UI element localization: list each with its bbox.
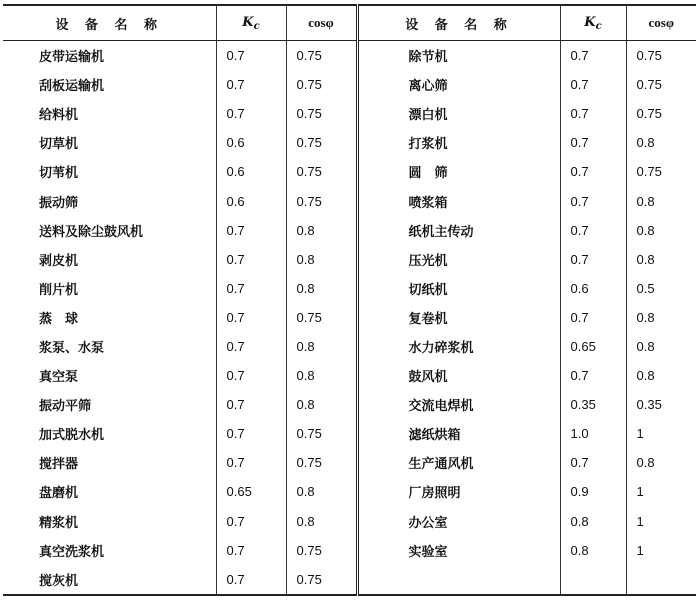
header-name-right: 设 备 名 称: [357, 5, 560, 41]
equipment-name-left: 盘磨机: [3, 477, 216, 506]
kc-value-left: 0.7: [216, 274, 286, 303]
kc-value-right: 0.7: [560, 41, 626, 71]
header-kc-left: [216, 5, 286, 41]
kc-value-right: 0.8: [560, 536, 626, 565]
equipment-name-right: 实验室: [357, 536, 560, 565]
table-row: [3, 419, 696, 448]
cos-value-left: 0.8: [286, 216, 357, 245]
equipment-name-left: 蒸 球: [3, 303, 216, 332]
kc-value-left: 0.7: [216, 70, 286, 99]
kc-value-left: 0.7: [216, 361, 286, 390]
kc-symbol: K: [242, 14, 254, 30]
header-kc-right: [560, 5, 626, 41]
equipment-name-right: 打浆机: [357, 128, 560, 157]
kc-value-right: 0.9: [560, 477, 626, 506]
kc-symbol: K: [584, 14, 596, 30]
cos-value-right: 0.8: [636, 368, 655, 384]
kc-value-left: 0.7: [216, 216, 286, 245]
cos-value-right: 0.8: [636, 338, 655, 354]
equipment-name-left: 加式脱水机: [3, 419, 216, 448]
demand-coefficient-table: [3, 4, 696, 596]
kc-value-right: 0.6: [560, 274, 626, 303]
header-cos-left: cosφ: [286, 5, 357, 41]
kc-value-left: 0.65: [216, 477, 286, 506]
cos-value-right: 1: [636, 426, 644, 442]
kc-value-left: 0.7: [216, 41, 286, 71]
cos-value-left: 0.75: [286, 70, 357, 99]
table-row: [3, 157, 696, 186]
cos-value-right: 1: [636, 484, 644, 500]
equipment-name-right: 漂白机: [357, 99, 560, 128]
equipment-name-right: 复卷机: [357, 303, 560, 332]
cos-value-left: 0.75: [286, 448, 357, 477]
equipment-name-left: 精浆机: [3, 507, 216, 536]
cos-value-right: 0.75: [636, 77, 662, 93]
kc-value-left: 0.7: [216, 536, 286, 565]
equipment-name-right: 生产通风机: [357, 448, 560, 477]
kc-value-right: 0.7: [560, 216, 626, 245]
table-row: [3, 186, 696, 215]
equipment-name-left: 真空洗浆机: [3, 536, 216, 565]
cos-value-left: 0.75: [286, 303, 357, 332]
equipment-name-right: [357, 565, 560, 595]
equipment-name-right: 水力碎浆机: [357, 332, 560, 361]
table-row: [3, 41, 696, 71]
equipment-name-right: 纸机主传动: [357, 216, 560, 245]
kc-value-right: 0.7: [560, 361, 626, 390]
kc-value-left: 0.7: [216, 390, 286, 419]
table-row: [3, 216, 696, 245]
equipment-name-right: 厂房照明: [357, 477, 560, 506]
cos-value-left: 0.8: [286, 361, 357, 390]
cos-value-left: 0.75: [286, 99, 357, 128]
kc-value-left: 0.7: [216, 303, 286, 332]
header-row: [3, 5, 696, 41]
equipment-name-left: 刮板运输机: [3, 70, 216, 99]
table-row: [3, 507, 696, 536]
kc-value-left: 0.6: [216, 128, 286, 157]
kc-value-right: 0.65: [560, 332, 626, 361]
kc-value-left: 0.7: [216, 565, 286, 595]
equipment-name-right: 圆 筛: [357, 157, 560, 186]
equipment-name-right: 鼓风机: [357, 361, 560, 390]
equipment-name-left: 剥皮机: [3, 245, 216, 274]
kc-value-left: 0.6: [216, 157, 286, 186]
table-row: [3, 99, 696, 128]
kc-value-right: 0.7: [560, 99, 626, 128]
equipment-name-right: 离心筛: [357, 70, 560, 99]
table-row: [3, 332, 696, 361]
header-cos-right: cosφ: [626, 5, 696, 41]
table-row: [3, 274, 696, 303]
table-row: [3, 565, 696, 595]
equipment-name-left: 切草机: [3, 128, 216, 157]
cos-value-right: 0.8: [636, 455, 655, 471]
kc-value-right: 0.7: [560, 245, 626, 274]
cos-value-left: 0.8: [286, 245, 357, 274]
cos-value-left: 0.75: [286, 41, 357, 71]
kc-subscript: c: [595, 20, 602, 32]
equipment-name-left: 真空泵: [3, 361, 216, 390]
table-row: [3, 303, 696, 332]
kc-value-right: 0.7: [560, 70, 626, 99]
kc-value-left: 0.7: [216, 99, 286, 128]
cos-value-left: 0.8: [286, 274, 357, 303]
equipment-name-right: 喷浆箱: [357, 186, 560, 215]
cos-value-left: 0.8: [286, 507, 357, 536]
equipment-name-left: 振动筛: [3, 186, 216, 215]
equipment-name-left: 皮带运输机: [3, 41, 216, 71]
equipment-name-right: 压光机: [357, 245, 560, 274]
table-row: [3, 361, 696, 390]
kc-value-right: 0.7: [560, 303, 626, 332]
cos-value-right: 1: [636, 513, 644, 529]
kc-value-right: 0.7: [560, 186, 626, 215]
equipment-name-left: 给料机: [3, 99, 216, 128]
kc-value-right: 0.7: [560, 128, 626, 157]
cos-value-left: 0.75: [286, 157, 357, 186]
table-row: [3, 128, 696, 157]
equipment-name-right: 交流电焊机: [357, 390, 560, 419]
table-body: [3, 41, 696, 595]
cos-value-right: 0.75: [636, 164, 662, 180]
kc-value-right: [560, 565, 626, 595]
cos-value-left: 0.8: [286, 332, 357, 361]
cos-value-left: 0.8: [286, 390, 357, 419]
table-row: [3, 70, 696, 99]
equipment-name-left: 浆泵、水泵: [3, 332, 216, 361]
kc-value-left: 0.7: [216, 419, 286, 448]
kc-value-left: 0.6: [216, 186, 286, 215]
cos-value-right: 0.8: [636, 135, 655, 151]
cos-value-right: 0.8: [636, 222, 655, 238]
cos-value-right: 0.8: [636, 309, 655, 325]
equipment-name-left: 搅灰机: [3, 565, 216, 595]
cos-value-left: 0.75: [286, 536, 357, 565]
cos-value-right: 0.5: [636, 280, 655, 296]
kc-subscript: c: [253, 20, 260, 32]
kc-value-right: 0.35: [560, 390, 626, 419]
cos-value-right: 0.8: [636, 193, 655, 209]
kc-value-right: 0.8: [560, 507, 626, 536]
table-row: [3, 477, 696, 506]
kc-value-right: 0.7: [560, 448, 626, 477]
cos-value-left: 0.8: [286, 477, 357, 506]
cos-value-right: [626, 565, 696, 595]
table-row: [3, 245, 696, 274]
equipment-name-right: 滤纸烘箱: [357, 419, 560, 448]
equipment-name-right: 切纸机: [357, 274, 560, 303]
equipment-name-left: 振动平筛: [3, 390, 216, 419]
equipment-name-left: 切苇机: [3, 157, 216, 186]
equipment-name-right: 除节机: [357, 41, 560, 71]
cos-value-right: 1: [636, 542, 644, 558]
cos-value-right: 0.75: [636, 48, 662, 64]
kc-value-right: 0.7: [560, 157, 626, 186]
cos-value-left: 0.75: [286, 128, 357, 157]
cos-value-right: 0.8: [636, 251, 655, 267]
kc-value-left: 0.7: [216, 448, 286, 477]
table-row: [3, 448, 696, 477]
header-name-left: 设 备 名 称: [3, 5, 216, 41]
cos-value-left: 0.75: [286, 419, 357, 448]
equipment-name-right: 办公室: [357, 507, 560, 536]
kc-value-right: 1.0: [560, 419, 626, 448]
cos-value-left: 0.75: [286, 186, 357, 215]
cos-value-right: 0.75: [636, 106, 662, 122]
cos-value-left: 0.75: [286, 565, 357, 595]
table-row: [3, 536, 696, 565]
kc-value-left: 0.7: [216, 332, 286, 361]
equipment-name-left: 削片机: [3, 274, 216, 303]
equipment-name-left: 送料及除尘鼓风机: [3, 216, 216, 245]
kc-value-left: 0.7: [216, 507, 286, 536]
equipment-name-left: 搅拌器: [3, 448, 216, 477]
kc-value-left: 0.7: [216, 245, 286, 274]
cos-value-right: 0.35: [636, 397, 662, 413]
table-row: [3, 390, 696, 419]
